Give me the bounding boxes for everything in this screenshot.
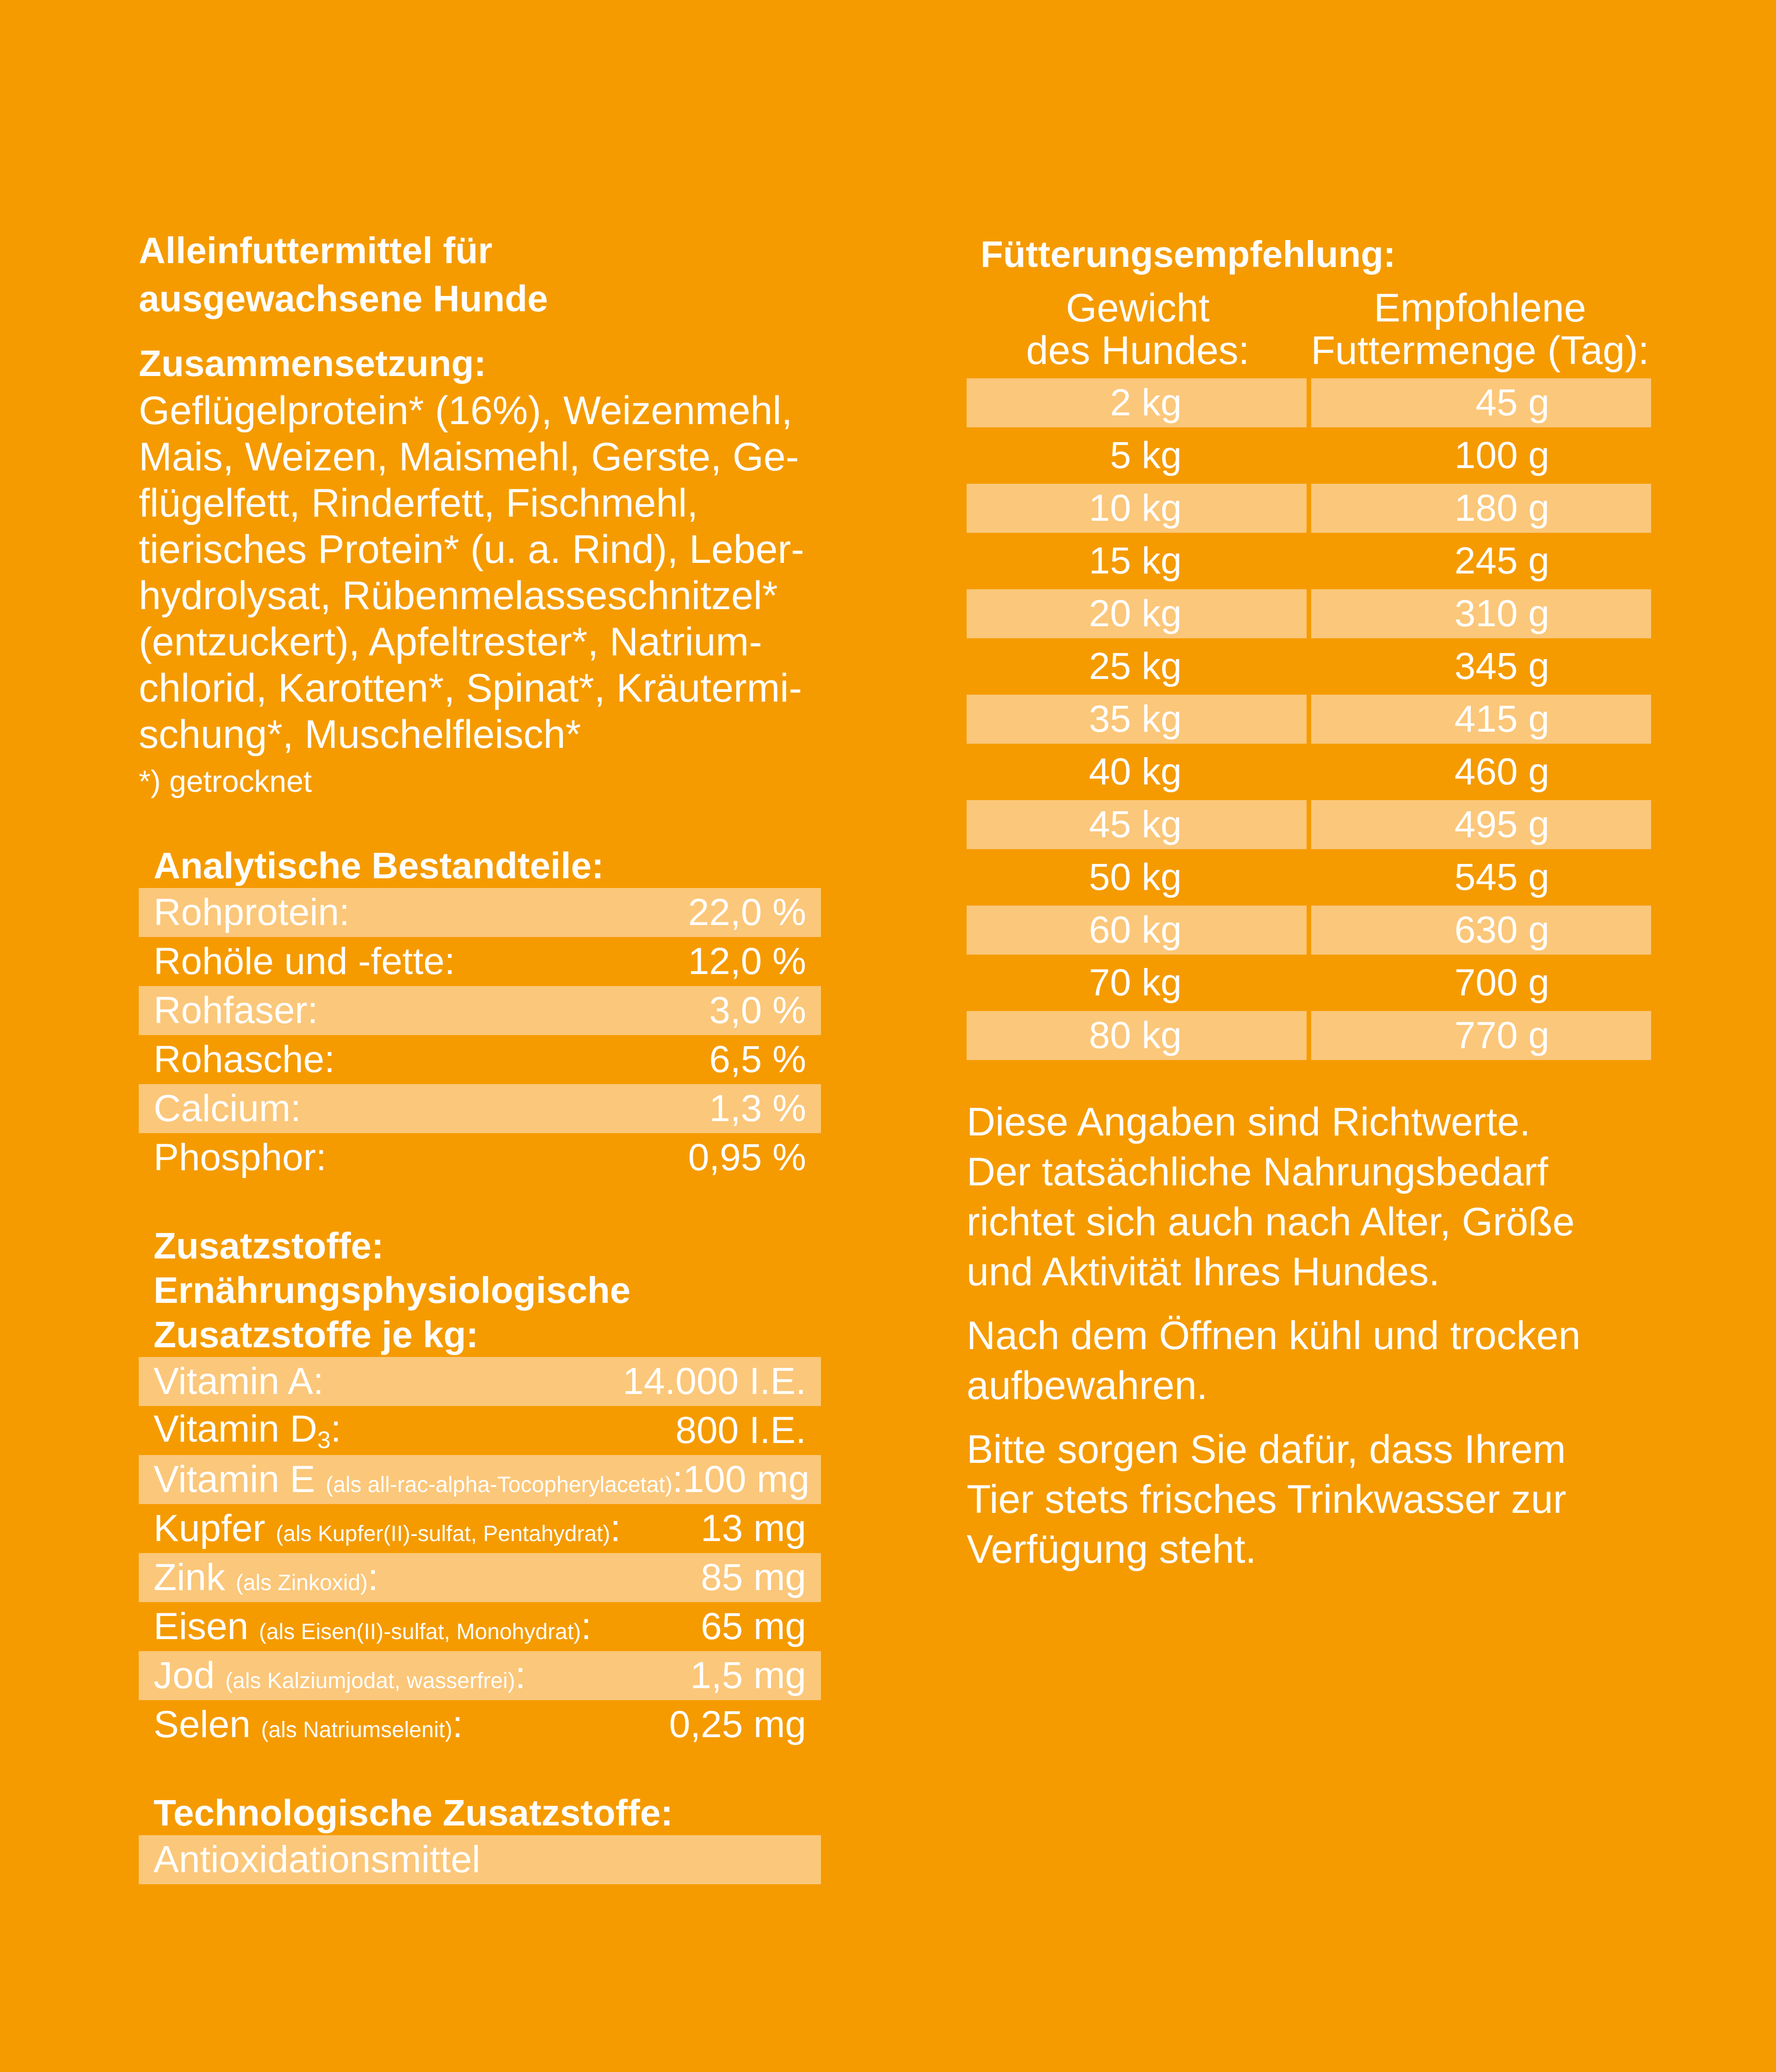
note-line: Verfügung steht.	[967, 1527, 1257, 1572]
row-value: 1,5 mg	[690, 1654, 806, 1696]
column-header-weight	[967, 287, 1309, 372]
weight-cell: 50 kg	[1089, 856, 1182, 898]
row-label: Rohprotein:	[154, 891, 350, 933]
table-row	[139, 1835, 821, 1884]
row-label	[154, 1654, 526, 1697]
technological-heading: Technologische Zusatzstoffe:	[154, 1792, 673, 1833]
weight-cell: 45 kg	[967, 800, 1307, 849]
row-colon: :	[610, 1507, 621, 1549]
row-colon: :	[581, 1605, 592, 1647]
feeding-heading: Fütterungsempfehlung:	[980, 234, 1396, 275]
composition-line: Mais, Weizen, Maismehl, Gerste, Ge-	[139, 435, 799, 479]
row-label: Rohfaser:	[154, 989, 318, 1031]
row-colon: :	[672, 1458, 683, 1500]
technological-table	[139, 1835, 821, 1884]
note-paragraph	[967, 1311, 1651, 1411]
analytic-heading: Analytische Bestandteile:	[154, 845, 604, 886]
row-value: 12,0 %	[688, 940, 806, 982]
row-colon: :	[368, 1556, 378, 1598]
note-line: Bitte sorgen Sie dafür, dass Ihrem	[967, 1427, 1566, 1472]
amount-cell: 180 g	[1311, 484, 1651, 533]
table-row	[139, 1084, 821, 1133]
technological-section	[139, 1791, 823, 1884]
row-colon: :	[515, 1654, 526, 1696]
additives-table	[139, 1357, 821, 1749]
row-label	[154, 1507, 621, 1550]
additives-heading	[139, 1224, 823, 1357]
row-note: (als all-rac-alpha-Tocopherylacetat)	[326, 1473, 672, 1497]
amount-cell: 495 g	[1311, 800, 1651, 849]
table-row	[967, 642, 1651, 691]
row-label-text: Vitamin D	[154, 1407, 317, 1450]
table-row	[139, 1651, 821, 1700]
table-row	[139, 1602, 821, 1651]
row-colon: :	[330, 1407, 341, 1450]
table-row	[967, 1011, 1651, 1060]
weight-cell: 25 kg	[1089, 645, 1182, 687]
row-note: (als Natriumselenit)	[261, 1718, 452, 1742]
table-row	[967, 800, 1651, 849]
row-colon: :	[452, 1703, 463, 1745]
row-label	[154, 1703, 463, 1746]
table-row	[967, 695, 1651, 744]
composition-line: flügelfett, Rinderfett, Fischmehl,	[139, 481, 698, 525]
row-note: (als Zinkoxid)	[235, 1571, 368, 1595]
weight-cell: 80 kg	[967, 1011, 1307, 1060]
note-line: Diese Angaben sind Richtwerte.	[967, 1100, 1531, 1144]
row-value: 6,5 %	[709, 1038, 806, 1080]
product-title	[139, 227, 823, 323]
feeding-table-header	[967, 287, 1651, 372]
note-line: Der tatsächliche Nahrungsbedarf	[967, 1150, 1548, 1194]
row-value: 22,0 %	[688, 891, 806, 933]
table-row	[139, 1455, 821, 1504]
note-paragraph	[967, 1097, 1651, 1297]
amount-cell: 245 g	[1454, 540, 1549, 582]
table-row	[139, 1035, 821, 1084]
table-row	[139, 888, 821, 937]
note-line: und Aktivität Ihres Hundes.	[967, 1250, 1440, 1294]
row-note: (als Eisen(II)-sulfat, Monohydrat)	[259, 1620, 581, 1644]
table-row	[139, 937, 821, 986]
feeding-notes	[967, 1097, 1651, 1574]
table-row	[139, 1133, 821, 1182]
table-row	[967, 431, 1651, 480]
table-row	[967, 853, 1651, 902]
composition-line: (entzuckert), Apfeltrester*, Natrium-	[139, 620, 762, 664]
amount-cell: 415 g	[1311, 695, 1651, 744]
table-row	[967, 378, 1651, 427]
row-label	[154, 1360, 324, 1403]
column-header-amount	[1309, 287, 1651, 372]
composition-line: chlorid, Karotten*, Spinat*, Kräutermi-	[139, 666, 802, 710]
additives-heading-line2: Ernährungsphysiologische	[154, 1270, 631, 1311]
table-row	[967, 589, 1651, 638]
amount-cell: 310 g	[1311, 589, 1651, 638]
amount-cell: 700 g	[1454, 962, 1549, 1004]
weight-cell: 35 kg	[967, 695, 1307, 744]
note-line: Nach dem Öffnen kühl und trocken	[967, 1314, 1581, 1358]
composition-line: schung*, Muschelfleisch*	[139, 712, 581, 757]
row-value: 0,95 %	[688, 1136, 806, 1178]
row-note: (als Kalziumjodat, wasserfrei)	[225, 1669, 515, 1693]
table-row	[139, 1553, 821, 1602]
row-label: Rohasche:	[154, 1038, 335, 1080]
left-column	[139, 227, 823, 1884]
row-label-text: Vitamin E	[154, 1458, 315, 1500]
row-value: 13 mg	[701, 1507, 806, 1549]
row-label	[154, 1407, 341, 1454]
row-note: (als Kupfer(II)-sulfat, Pentahydrat)	[276, 1522, 610, 1546]
row-label	[154, 1605, 592, 1648]
header-line: des Hundes:	[1026, 328, 1250, 373]
row-label: Antioxidationsmittel	[154, 1838, 481, 1881]
row-label-text: Selen	[154, 1703, 251, 1745]
amount-cell: 630 g	[1311, 906, 1651, 955]
row-value: 14.000 I.E.	[623, 1360, 806, 1402]
header-line: Empfohlene	[1374, 286, 1586, 330]
amount-cell: 545 g	[1454, 856, 1549, 898]
additives-section	[139, 1224, 823, 1749]
row-label: Rohöle und -fette:	[154, 940, 455, 982]
weight-cell: 70 kg	[1089, 962, 1182, 1004]
table-row	[139, 1406, 821, 1455]
table-row	[967, 906, 1651, 955]
row-label	[154, 1458, 683, 1501]
additives-heading-line3: Zusatzstoffe je kg:	[154, 1314, 479, 1355]
header-line: Futtermenge (Tag):	[1311, 328, 1649, 373]
row-label-text: Eisen	[154, 1605, 249, 1647]
right-column	[967, 231, 1651, 1574]
composition-section	[139, 339, 823, 802]
composition-line: tierisches Protein* (u. a. Rind), Leber-	[139, 527, 804, 572]
weight-cell: 5 kg	[1110, 434, 1182, 476]
amount-cell: 345 g	[1454, 645, 1549, 687]
feeding-table	[967, 378, 1651, 1060]
product-title-line2: ausgewachsene Hunde	[139, 278, 548, 319]
row-value: 3,0 %	[709, 989, 806, 1031]
table-row	[139, 986, 821, 1035]
row-value: 800 I.E.	[675, 1409, 806, 1451]
row-label-text: Kupfer	[154, 1507, 265, 1549]
table-row	[139, 1700, 821, 1749]
table-row	[967, 958, 1651, 1007]
note-line: aufbewahren.	[967, 1363, 1208, 1408]
amount-cell: 45 g	[1311, 378, 1651, 427]
weight-cell: 20 kg	[967, 589, 1307, 638]
weight-cell: 10 kg	[967, 484, 1307, 533]
weight-cell: 2 kg	[967, 378, 1307, 427]
row-label	[154, 1556, 378, 1599]
row-value: 0,25 mg	[669, 1703, 806, 1745]
table-row	[139, 1357, 821, 1406]
subscript: 3	[317, 1426, 331, 1454]
row-label-text: Jod	[154, 1654, 215, 1696]
note-paragraph	[967, 1424, 1651, 1574]
row-value: 85 mg	[701, 1556, 806, 1598]
header-line: Gewicht	[1066, 286, 1210, 330]
amount-cell: 460 g	[1454, 751, 1549, 793]
table-row	[967, 747, 1651, 796]
analytic-table	[139, 888, 821, 1182]
composition-line: Geflügelprotein* (16%), Weizenmehl,	[139, 388, 793, 433]
row-label: Calcium:	[154, 1087, 301, 1129]
weight-cell: 40 kg	[1089, 751, 1182, 793]
table-row	[139, 1504, 821, 1553]
row-value: 100 mg	[683, 1458, 810, 1500]
amount-cell: 770 g	[1311, 1011, 1651, 1060]
row-value: 65 mg	[701, 1605, 806, 1647]
note-line: richtet sich auch nach Alter, Größe	[967, 1200, 1575, 1244]
composition-heading: Zusammensetzung:	[139, 343, 487, 384]
table-row	[967, 536, 1651, 586]
note-line: Tier stets frisches Trinkwasser zur	[967, 1477, 1566, 1522]
row-label-text: Vitamin A:	[154, 1360, 324, 1402]
analytic-section	[139, 844, 823, 1182]
product-title-line1: Alleinfuttermittel für	[139, 230, 493, 271]
amount-cell: 100 g	[1454, 434, 1549, 476]
table-row	[967, 484, 1651, 533]
composition-footnote: *) getrocknet	[139, 764, 312, 798]
row-label-text: Zink	[154, 1556, 225, 1598]
additives-heading-line1: Zusatzstoffe:	[154, 1225, 384, 1266]
weight-cell: 15 kg	[1089, 540, 1182, 582]
row-label: Phosphor:	[154, 1136, 327, 1178]
composition-line: hydrolysat, Rübenmelasseschnitzel*	[139, 574, 778, 618]
composition-text	[139, 388, 823, 758]
row-value: 1,3 %	[709, 1087, 806, 1129]
weight-cell: 60 kg	[967, 906, 1307, 955]
